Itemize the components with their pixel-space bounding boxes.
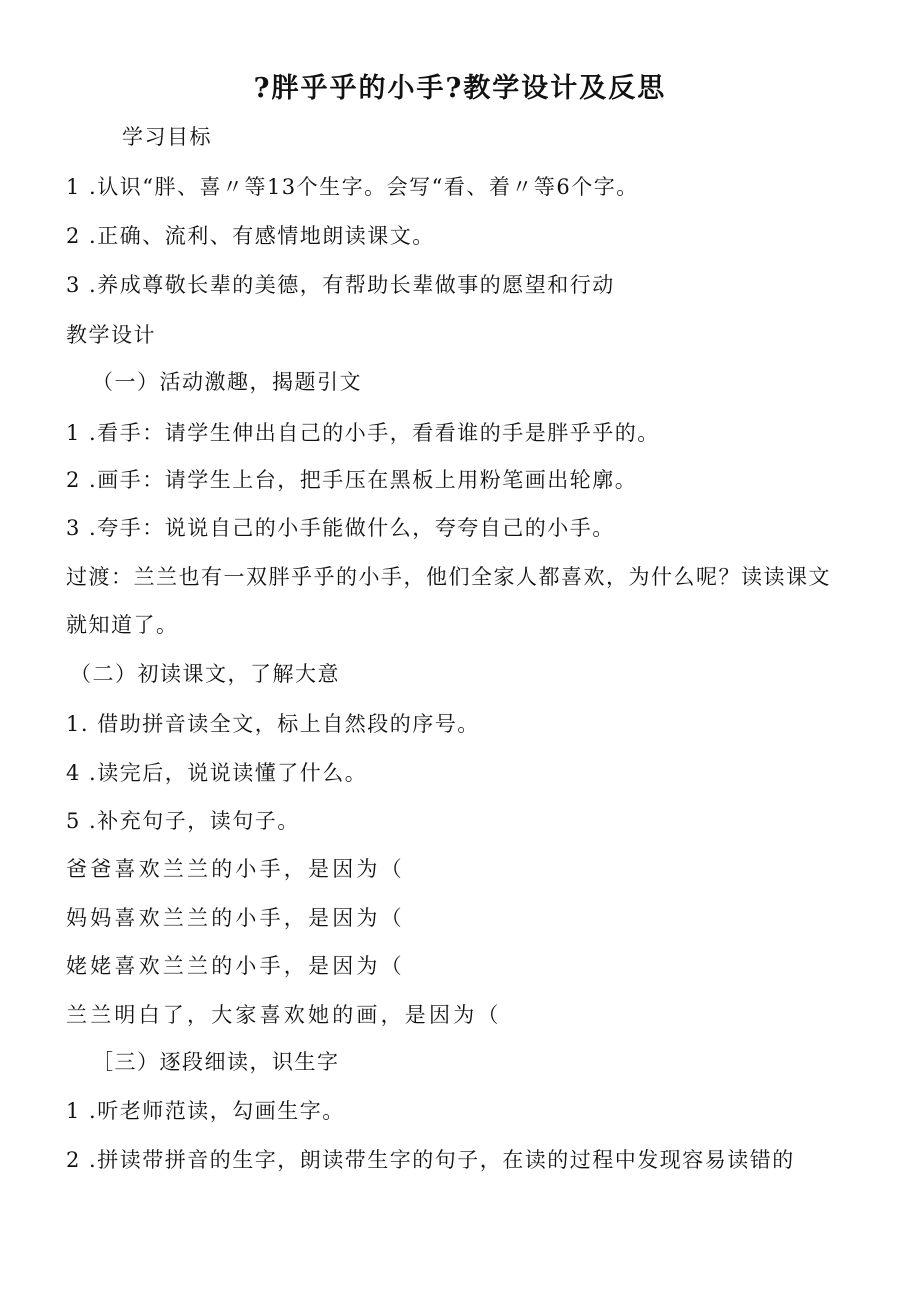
subsection-heading-1: （一）活动激趣，揭题引文 (92, 370, 362, 394)
section-heading-learning-goals: 学习目标 (122, 125, 212, 149)
transition-paragraph-line-1: 过渡：兰兰也有一双胖乎乎的小手，他们全家人都喜欢，为什么呢？读读课文 (66, 565, 831, 589)
reading-item-4: 4 .读完后，说说读懂了什么。 (66, 761, 368, 785)
reading-item-5: 5 .补充句子，读句子。 (66, 809, 300, 833)
detail-item-2: 2 .拼读带拼音的生字，朗读带生字的句子，在读的过程中发现容易读错的 (66, 1148, 795, 1172)
sentence-fill-lanlan: 兰兰明白了，大家喜欢她的画，是因为（ (66, 1003, 502, 1027)
document-title: ?胖乎乎的小手?教学设计及反思 (253, 73, 667, 104)
goal-item-3: 3 .养成尊敬长辈的美德，有帮助长辈做事的愿望和行动 (66, 273, 615, 297)
reading-item-1: 1. 借助拼音读全文，标上自然段的序号。 (66, 712, 480, 736)
section-heading-teaching-design: 教学设计 (66, 323, 156, 347)
activity-item-3: 3 .夸手：说说自己的小手能做什么，夸夸自己的小手。 (66, 516, 615, 540)
goal-item-2: 2 .正确、流利、有感情地朗读课文。 (66, 224, 435, 248)
transition-paragraph-line-2: 就知道了。 (66, 613, 179, 637)
subsection-heading-3: ［三）逐段细读，识生字 (92, 1050, 340, 1074)
subsection-heading-2: （二）初读课文，了解大意 (70, 662, 340, 686)
sentence-fill-mom: 妈妈喜欢兰兰的小手，是因为（ (66, 906, 405, 930)
activity-item-2: 2 .画手：请学生上台，把手压在黑板上用粉笔画出轮廓。 (66, 468, 638, 492)
goal-item-1: 1 .认识“胖、喜〃等13个生字。会写“看、着〃等6个字。 (66, 175, 639, 199)
activity-item-1: 1 .看手：请学生伸出自己的小手，看看谁的手是胖乎乎的。 (66, 421, 660, 445)
sentence-fill-grandma: 姥姥喜欢兰兰的小手，是因为（ (66, 954, 405, 978)
sentence-fill-dad: 爸爸喜欢兰兰的小手，是因为（ (66, 857, 405, 881)
detail-item-1: 1 .听老师范读，勾画生字。 (66, 1099, 345, 1123)
